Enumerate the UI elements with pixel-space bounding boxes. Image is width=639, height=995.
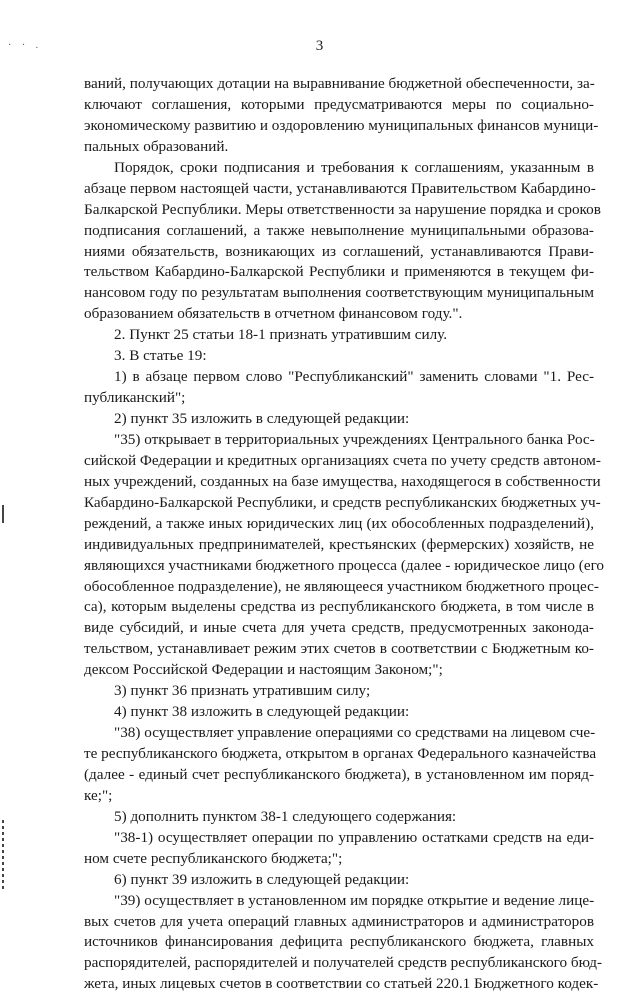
text-line: ке;"; (84, 786, 113, 804)
text-line: дексом Российской Федерации и настоящим Законом;"; (84, 661, 443, 679)
document-body (84, 74, 605, 995)
text-line: реждений, а также иных юридических лиц (их обособленных подразделений), (84, 514, 594, 532)
text-line: те республиканского бюджета, открытом в органах Федерального казначейства (84, 745, 597, 762)
text-line: 5) дополнить пунктом 38-1 следующего содержания: (114, 807, 457, 825)
text-line: виде субсидий, и иные счета для учета средств, предусмотренных законода- (84, 619, 594, 637)
text-line: ных учреждений, созданных на базе имущества, находящегося в собственности (84, 472, 601, 490)
text-line: пальных образований. (84, 137, 229, 155)
text-line: публиканский"; (84, 389, 186, 407)
text-line: 1) в абзаце первом слово "Республиканский" заменить словами "1. Рес- (114, 368, 594, 386)
text-line: индивидуальных предпринимателей, крестьянских (фермерских) хозяйств, не (84, 535, 594, 553)
text-line: жета, иных лицевых счетов в соответствии со статьей 220.1 Бюджетного кодек- (84, 975, 599, 993)
text-line: "38) осуществляет управление операциями со средствами на лицевом сче- (114, 724, 596, 742)
text-line: нансовом году по результатам выполнения соответствующим муниципальным (84, 284, 594, 302)
text-line: источников финансирования дефицита республиканского бюджета, главных (84, 933, 594, 951)
text-line: 2) пункт 35 изложить в следующей редакции: (114, 410, 410, 427)
text-line: тельством Кабардино-Балкарской Республики и применяются в текущем фи- (84, 263, 594, 281)
margin-mark-lower (2, 820, 4, 890)
text-line: 3. В статье 19: (114, 347, 207, 365)
text-line: "35) открывает в территориальных учреждениях Центрального банка Рос- (114, 430, 595, 448)
text-line: Порядок, сроки подписания и требования к соглашениям, указанным в (114, 158, 594, 176)
text-line: распорядителей, распорядителей и получателей средств республиканского бюд- (84, 954, 602, 972)
margin-mark-upper (2, 505, 4, 523)
text-line: ваний, получающих дотации на выравнивание бюджетной обеспеченности, за- (84, 75, 595, 92)
text-line: Кабардино-Балкарской Республики, и средств республиканских бюджетных уч- (84, 493, 601, 511)
text-line: "39) осуществляет в установленном им порядке открытие и ведение лице- (114, 891, 595, 909)
text-line: являющихся участниками бюджетного процесса (далее - юридическое лицо (его (84, 556, 605, 574)
text-line: образованием обязательств в отчетном финансовом году.". (84, 305, 463, 323)
text-line: са), которым выделены средства из республиканского бюджета, в том числе в (84, 598, 594, 616)
text-line: 2. Пункт 25 статьи 18-1 признать утратившим силу. (114, 326, 448, 344)
text-line: тельством, устанавливает режим этих счетов в соответствии с Бюджетным ко- (84, 640, 594, 658)
text-line: 4) пункт 38 изложить в следующей редакции: (114, 703, 410, 721)
page-number: 3 (315, 38, 324, 54)
text-line: подписания соглашений, а также невыполнение муниципальными образова- (84, 221, 594, 239)
text-line: ном счете республиканского бюджета;"; (84, 849, 343, 867)
text-line: обособленное подразделение), не являющееся участником бюджетного процес- (84, 577, 599, 595)
text-line: ключают соглашения, которыми предусматриваются меры по социально- (84, 95, 594, 113)
text-line: 3) пункт 36 признать утратившим силу; (114, 682, 371, 700)
text-line: Балкарской Республики. Меры ответственности за нарушение порядка и сроков (84, 200, 601, 218)
text-line: абзаце первом настоящей части, устанавливаются Правительством Кабардино- (84, 179, 596, 197)
text-line: сийской Федерации и кредитных организациях счета по учету средств автоном- (84, 451, 601, 469)
text-line: экономическому развитию и оздоровлению муниципальных финансов муници- (84, 116, 599, 134)
text-line: (далее - единый счет республиканского бюджета), в установленном им поряд- (84, 765, 594, 783)
text-line: ниями обязательств, возникающих из соглашений, устанавливаются Прави- (84, 242, 594, 260)
scan-marks: · · . (8, 40, 43, 51)
text-line: 6) пункт 39 изложить в следующей редакции: (114, 870, 410, 888)
text-line: "38-1) осуществляет операции по управлению остатками средств на еди- (114, 828, 594, 846)
text-line: вых счетов для учета операций главных администраторов и администраторов (84, 912, 594, 930)
